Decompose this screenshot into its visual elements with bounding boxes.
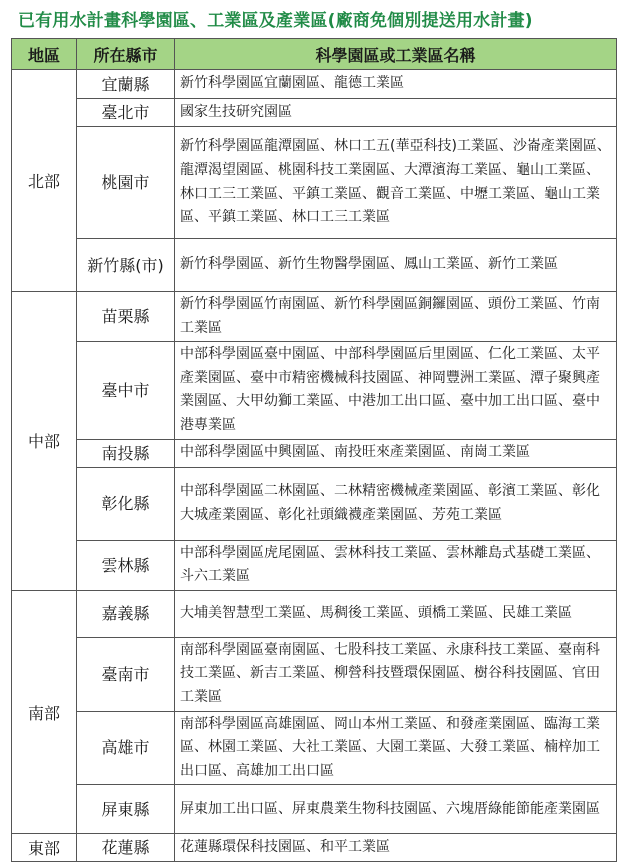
parks-cell: 中部科學園區臺中園區、中部科學園區后里園區、仁化工業區、太平產業園區、臺中市精密機械科技園區、神岡豐洲工業區、潭子聚興產業園區、大甲幼獅工業區、中港加工出口區、臺中加工出口區、臺中港專業區 bbox=[175, 342, 617, 439]
table-row bbox=[12, 834, 617, 862]
table-row bbox=[12, 439, 617, 467]
county-cell: 苗栗縣 bbox=[77, 292, 175, 342]
county-cell: 桃園市 bbox=[77, 127, 175, 239]
county-cell: 南投縣 bbox=[77, 439, 175, 467]
parks-cell: 中部科學園區中興園區、南投旺來產業園區、南崗工業區 bbox=[175, 439, 617, 467]
parks-cell: 花蓮縣環保科技園區、和平工業區 bbox=[175, 834, 617, 862]
parks-cell: 國家生技研究園區 bbox=[175, 99, 617, 127]
table-row bbox=[12, 239, 617, 292]
table-row bbox=[12, 711, 617, 785]
table-row bbox=[12, 467, 617, 540]
table-header-row bbox=[12, 39, 617, 70]
parks-cell: 新竹科學園區、新竹生物醫學園區、鳳山工業區、新竹工業區 bbox=[175, 239, 617, 292]
county-cell: 宜蘭縣 bbox=[77, 70, 175, 99]
table-row bbox=[12, 785, 617, 834]
table-row bbox=[12, 292, 617, 342]
county-cell: 新竹縣(市) bbox=[77, 239, 175, 292]
parks-cell: 新竹科學園區宜蘭園區、龍德工業區 bbox=[175, 70, 617, 99]
county-cell: 臺南市 bbox=[77, 637, 175, 711]
header-county: 所在縣市 bbox=[77, 39, 175, 70]
table-row bbox=[12, 637, 617, 711]
region-east: 東部 bbox=[12, 834, 77, 862]
county-cell: 花蓮縣 bbox=[77, 834, 175, 862]
parks-table bbox=[11, 38, 617, 862]
table-row bbox=[12, 590, 617, 637]
region-central: 中部 bbox=[12, 292, 77, 591]
parks-cell: 新竹科學園區竹南園區、新竹科學園區銅鑼園區、頭份工業區、竹南工業區 bbox=[175, 292, 617, 342]
parks-cell: 大埔美智慧型工業區、馬稠後工業區、頭橋工業區、民雄工業區 bbox=[175, 590, 617, 637]
table-row bbox=[12, 70, 617, 99]
county-cell: 高雄市 bbox=[77, 711, 175, 785]
county-cell: 嘉義縣 bbox=[77, 590, 175, 637]
county-cell: 屏東縣 bbox=[77, 785, 175, 834]
table-row bbox=[12, 99, 617, 127]
table-row bbox=[12, 540, 617, 590]
header-region: 地區 bbox=[12, 39, 77, 70]
county-cell: 雲林縣 bbox=[77, 540, 175, 590]
table-row bbox=[12, 127, 617, 239]
region-north: 北部 bbox=[12, 70, 77, 292]
county-cell: 彰化縣 bbox=[77, 467, 175, 540]
parks-cell: 屏東加工出口區、屏東農業生物科技園區、六塊厝綠能節能產業園區 bbox=[175, 785, 617, 834]
parks-cell: 中部科學園區虎尾園區、雲林科技工業區、雲林離島式基礎工業區、斗六工業區 bbox=[175, 540, 617, 590]
page-title: 已有用水計畫科學園區、工業區及產業區(廠商免個別提送用水計畫) bbox=[18, 11, 533, 31]
table-row bbox=[12, 342, 617, 439]
parks-cell: 新竹科學園區龍潭園區、林口工五(華亞科技)工業區、沙崙產業園區、龍潭渴望園區、桃園科技工業園區、大潭濱海工業區、龜山工業區、林口工三工業區、平鎮工業區、觀音工業區、中壢工業區、龜山工業區、平鎮工業區、林口工三工業區 bbox=[175, 127, 617, 239]
region-south: 南部 bbox=[12, 590, 77, 834]
county-cell: 臺北市 bbox=[77, 99, 175, 127]
parks-cell: 南部科學園區高雄園區、岡山本州工業區、和發產業園區、臨海工業區、林園工業區、大社工業區、大園工業區、大發工業區、楠梓加工出口區、高雄加工出口區 bbox=[175, 711, 617, 785]
parks-cell: 中部科學園區二林園區、二林精密機械產業園區、彰濱工業區、彰化大城產業園區、彰化社頭織襪產業園區、芳苑工業區 bbox=[175, 467, 617, 540]
parks-cell: 南部科學園區臺南園區、七股科技工業區、永康科技工業區、臺南科技工業區、新吉工業區、柳營科技暨環保園區、樹谷科技園區、官田工業區 bbox=[175, 637, 617, 711]
county-cell: 臺中市 bbox=[77, 342, 175, 439]
header-parks: 科學園區或工業區名稱 bbox=[175, 39, 617, 70]
